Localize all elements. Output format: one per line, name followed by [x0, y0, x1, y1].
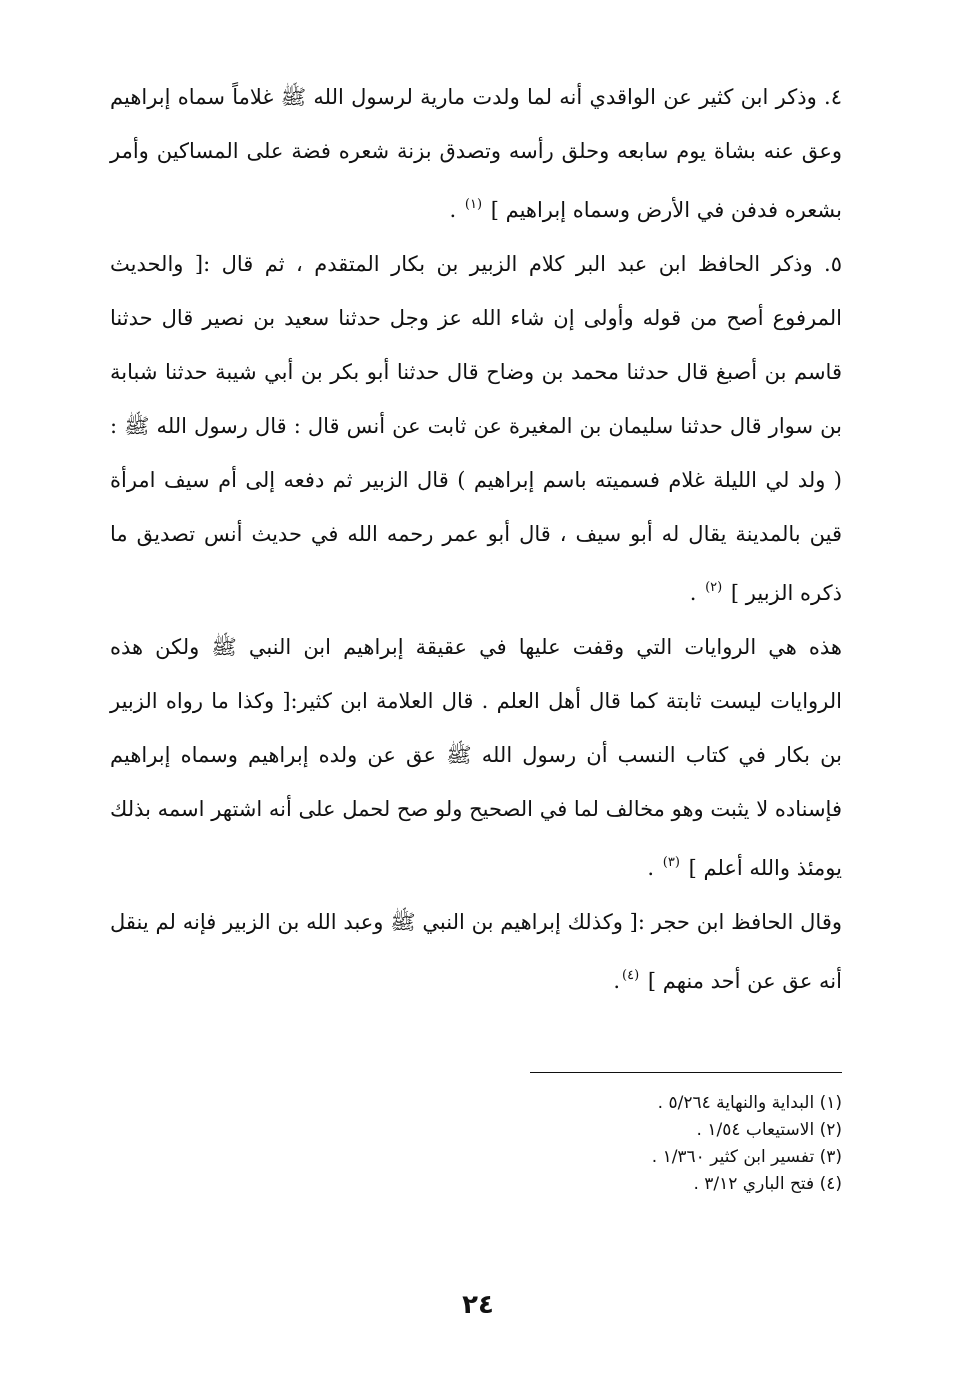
footnote-4: (٤) فتح الباري ٣/١٢ .: [693, 1174, 842, 1194]
paragraph-1-end: .: [449, 198, 463, 222]
footnote-1: (١) البداية والنهاية ٥/٢٦٤ .: [657, 1093, 842, 1113]
paragraph-2-text: ٥. وذكر الحافظ ابن عبد البر كلام الزبير بن بكار المتقدم ، ثم قال :[ والحديث المرفوع أصح من قوله وأولى إن شاء الله عز وجل حدثنا سعيد بن نصير قال حدثنا قاسم بن أصبغ قال حدثنا محمد بن وضاح قال حدثنا أبو بكر بن أبي شيبة حدثنا شبابة بن سوار قال حدثنا سليمان بن المغيرة عن ثابت عن أنس قال : قال رسول الله ﷺ :( ولد لي الليلة غلام فسميته باسم إبراهيم ) قال الزبير ثم دفعه إلى أم سيف امرأة قين بالمدينة يقال له أبو سيف ، قال أبو عمر رحمه الله في حديث أنس تصديق ما ذكره الزبير ]: [110, 252, 842, 605]
footnotes: [520, 1090, 842, 1198]
paragraph-3: [110, 620, 842, 895]
paragraph-4-text: وقال الحافظ ابن حجر :[ وكذلك إبراهيم بن النبي ﷺ وعبد الله بن الزبير فإنه لم ينقل أنه عق عن أحد منهم ]: [110, 910, 842, 993]
paragraph-2: [110, 237, 842, 620]
footnote-mark-3: (٣): [662, 855, 680, 870]
body-text: [110, 70, 842, 1008]
footnote-mark-1: (١): [464, 197, 483, 212]
paragraph-4-end: .: [613, 969, 621, 993]
paragraph-2-end: .: [689, 581, 704, 605]
page-number: ٢٤: [462, 1290, 494, 1320]
paragraph-1: [110, 70, 842, 237]
footnote-mark-4: (٤): [622, 968, 640, 983]
footnote-divider: [530, 1072, 842, 1073]
footnote-3: (٣) تفسير ابن كثير ١/٣٦٠ .: [651, 1147, 842, 1167]
paragraph-4: [110, 895, 842, 1008]
footnote-mark-2: (٢): [705, 580, 723, 595]
paragraph-1-text: ٤. وذكر ابن كثير عن الواقدي أنه لما ولدت مارية لرسول الله ﷺ غلاماً سماه إبراهيم وعق عنه بشاة يوم سابعه وحلق رأسه وتصدق بزنة شعره فضة على المساكين وأمر بشعره فدفن في الأرض وسماه إبراهيم ]: [110, 85, 842, 222]
footnote-2: (٢) الاستيعاب ١/٥٤ .: [696, 1120, 842, 1140]
paragraph-3-end: .: [647, 856, 661, 880]
paragraph-3-text: هذه هي الروايات التي وقفت عليها في عقيقة إبراهيم ابن النبي ﷺ ولكن هذه الروايات ليست ثابتة كما قال أهل العلم . قال العلامة ابن كثير:[ وكذا ما رواه الزبير بن بكار في كتاب النسب أن رسول الله ﷺ عق عن ولده إبراهيم وسماه إبراهيم فإسناده لا يثبت وهو مخالف لما في الصحيح ولو صح لحمل على أنه اشتهر اسمه بذلك يومئذ والله أعلم ]: [110, 635, 842, 880]
